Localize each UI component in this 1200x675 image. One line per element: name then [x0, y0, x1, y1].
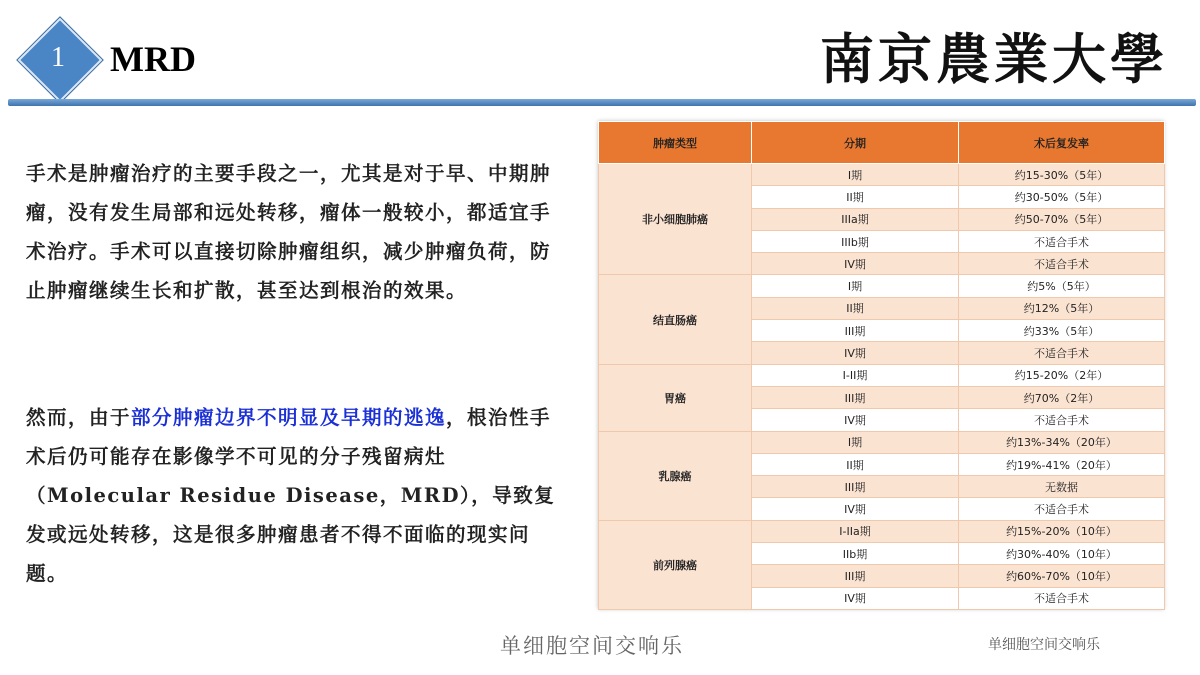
table-row [599, 164, 1165, 186]
header-divider [8, 99, 1196, 106]
mrd-paragraph-end: ，根治性手术后仍可能存在影像学不可见的分子残留病灶（Molecular Residue Disease，MRD），导致复发或远处转移，这是很多肿瘤患者不得不面临的现实问题。 [26, 406, 556, 585]
logo-text: 南京農業大學 [820, 27, 1168, 91]
footer-caption: 单细胞空间交响乐 [988, 637, 1100, 653]
tumor-type-cell: 胃癌 [599, 364, 752, 431]
rate-cell: 约19%-41%（20年） [959, 453, 1165, 475]
stage-cell: III期 [752, 320, 959, 342]
rate-cell: 不适合手术 [959, 342, 1165, 364]
header-tumor-type: 肿瘤类型 [599, 122, 752, 164]
page-title: MRD [110, 39, 196, 79]
rate-cell: 约12%（5年） [959, 297, 1165, 319]
stage-cell: IV期 [752, 587, 959, 609]
table-row [599, 275, 1165, 297]
tumor-type-cell: 非小细胞肺癌 [599, 164, 752, 275]
rate-cell: 约5%（5年） [959, 275, 1165, 297]
table-row [599, 364, 1165, 386]
table-row [599, 520, 1165, 542]
tumor-type-cell: 结直肠癌 [599, 275, 752, 364]
stage-cell: I期 [752, 275, 959, 297]
university-logo [820, 26, 1185, 92]
rate-cell: 约50-70%（5年） [959, 208, 1165, 230]
header-stage: 分期 [752, 122, 959, 164]
stage-cell: IIIa期 [752, 208, 959, 230]
header-recurrence-rate: 术后复发率 [959, 122, 1165, 164]
intro-paragraph: 手术是肿瘤治疗的主要手段之一，尤其是对于早、中期肿瘤，没有发生局部和远处转移，瘤体一般较小，都适宜手术治疗。手术可以直接切除肿瘤组织，减少肿瘤负荷，防止肿瘤继续生长和扩散，甚至达到根治的效果。 [26, 162, 552, 302]
rate-cell: 不适合手术 [959, 253, 1165, 275]
tumor-type-cell: 前列腺癌 [599, 520, 752, 609]
stage-cell: II期 [752, 297, 959, 319]
rate-cell: 约33%（5年） [959, 320, 1165, 342]
rate-cell: 无数据 [959, 476, 1165, 498]
rate-cell: 约15-20%（2年） [959, 364, 1165, 386]
stage-cell: II期 [752, 453, 959, 475]
rate-cell: 约13%-34%（20年） [959, 431, 1165, 453]
stage-cell: I-IIa期 [752, 520, 959, 542]
stage-cell: IV期 [752, 409, 959, 431]
table-row [599, 431, 1165, 453]
rate-cell: 约15-30%（5年） [959, 164, 1165, 186]
stage-cell: IV期 [752, 498, 959, 520]
stage-cell: IIIb期 [752, 230, 959, 252]
stage-cell: IV期 [752, 253, 959, 275]
stage-cell: I-II期 [752, 364, 959, 386]
slide-number-badge [18, 18, 98, 98]
rate-cell: 约70%（2年） [959, 386, 1165, 408]
rate-cell: 约15%-20%（10年） [959, 520, 1165, 542]
stage-cell: III期 [752, 565, 959, 587]
rate-cell: 约30-50%（5年） [959, 186, 1165, 208]
rate-cell: 不适合手术 [959, 230, 1165, 252]
rate-cell: 不适合手术 [959, 409, 1165, 431]
rate-cell: 约60%-70%（10年） [959, 565, 1165, 587]
stage-cell: II期 [752, 186, 959, 208]
stage-cell: I期 [752, 164, 959, 186]
stage-cell: I期 [752, 431, 959, 453]
highlighted-phrase: 部分肿瘤边界不明显及早期的逃逸 [131, 406, 447, 429]
mrd-paragraph-start: 然而，由于 [26, 406, 132, 429]
rate-cell: 不适合手术 [959, 498, 1165, 520]
rate-cell: 约30%-40%（10年） [959, 543, 1165, 565]
stage-cell: III期 [752, 386, 959, 408]
recurrence-table [598, 121, 1164, 609]
stage-cell: III期 [752, 476, 959, 498]
stage-cell: IIb期 [752, 543, 959, 565]
slide-number: 1 [51, 42, 65, 73]
mrd-paragraph [26, 398, 566, 593]
tumor-type-cell: 乳腺癌 [599, 431, 752, 520]
rate-cell: 不适合手术 [959, 587, 1165, 609]
footer-watermark: 单细胞空间交响乐 [500, 634, 684, 658]
stage-cell: IV期 [752, 342, 959, 364]
